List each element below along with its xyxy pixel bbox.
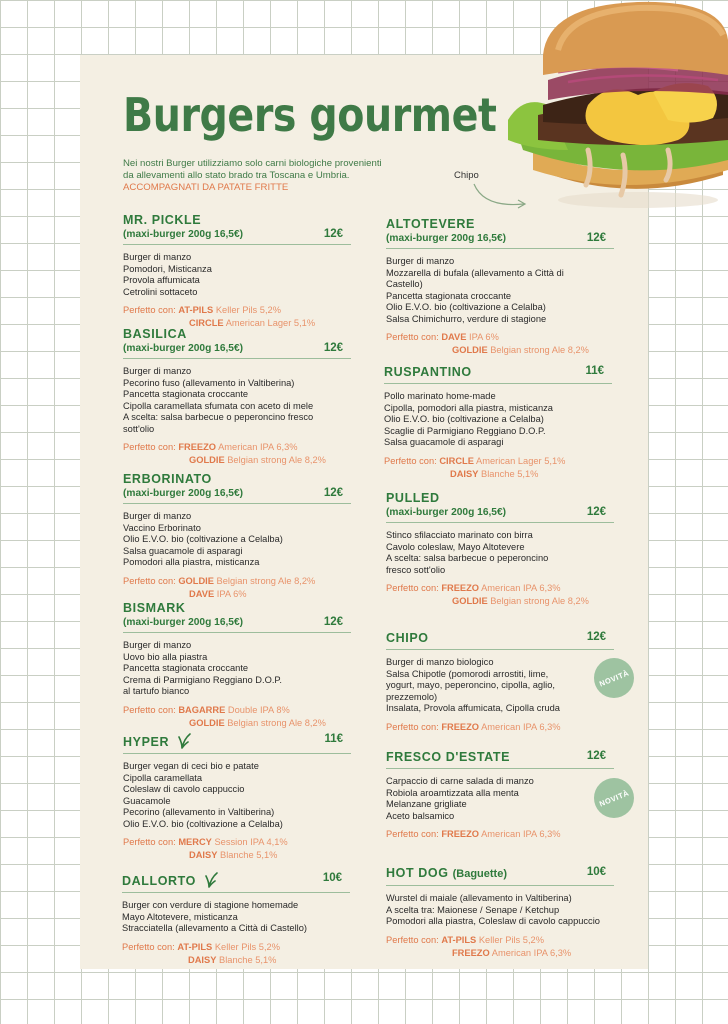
pairing-label: Perfetto con: (123, 575, 176, 586)
vegan-leaf-icon (204, 872, 218, 888)
ingredient: Stinco sfilacciato marinato con birra (386, 530, 533, 540)
ingredient: Burger di manzo (123, 366, 192, 376)
item-price: 12€ (323, 487, 343, 499)
ingredient: sott'olio (123, 423, 155, 434)
item-price: 12€ (323, 616, 343, 628)
pairing-label: Perfetto con: (384, 455, 437, 466)
new-badge: NOVITÀ (588, 652, 640, 704)
beer-style: American IPA 6,3% (481, 583, 561, 593)
beer-name: CIRCLE (189, 318, 224, 328)
pairing-label: Perfetto con: (123, 442, 176, 452)
beer-style: Blanche 5,1% (481, 468, 539, 479)
item-size: (maxi-burger 200g 16,5€) (123, 488, 244, 499)
ingredient: Crema di Parmigiano Reggiano D.O.P. (123, 674, 282, 685)
ingredient: Cipolla, pomodori alla piastra, misticanza (384, 402, 553, 413)
intro-text (123, 158, 443, 194)
ingredient: Salsa Chipotle (pomorodi arrostiti, lime, (386, 668, 549, 679)
pairing-label: Perfetto con: (386, 829, 439, 839)
ingredient: Burger di manzo (123, 511, 192, 521)
item-name (123, 733, 351, 750)
item-description (386, 530, 614, 576)
beer-name: DAVE (189, 588, 215, 599)
item-description (386, 776, 614, 822)
item-header (386, 491, 614, 523)
item-description (384, 391, 612, 449)
ingredient: Pancetta stagionata croccante (123, 663, 249, 673)
beer-name: FREEZO (178, 442, 217, 452)
ingredient: Robiola aroamtizzata alla menta (386, 787, 519, 798)
item-price: 10€ (586, 866, 606, 878)
ingredient: Aceto balsamico (386, 810, 455, 821)
photo-caption: Chipo (454, 170, 479, 181)
item-price: 12€ (586, 750, 606, 762)
item-size: (maxi-burger 200g 16,5€) (123, 229, 244, 240)
beer-style: Belgian strong Ale 8,2% (227, 455, 326, 465)
beer-style: American IPA 6,3% (218, 442, 298, 452)
menu-item (386, 866, 614, 960)
beer-style: Belgian strong Ale 8,2% (216, 575, 316, 586)
item-name: BISMARK (123, 601, 186, 615)
intro-line: da allevamenti allo stato brado tra Toscana e Umbria. (123, 170, 350, 181)
item-size: (maxi-burger 200g 16,5€) (386, 507, 507, 518)
beer-pairing (386, 721, 614, 734)
item-name: ERBORINATO (123, 472, 212, 486)
beer-name: GOLDIE (452, 345, 488, 355)
ingredient: Pancetta stagionata croccante (386, 290, 512, 301)
beer-name: FREEZO (452, 947, 490, 958)
ingredient: Wurstel di maiale (allevamento in Valtiberina) (386, 893, 572, 903)
ingredient: Pecorino fuso (allevamento in Valtiberina) (123, 377, 295, 388)
beer-pairing (384, 455, 612, 481)
menu-item (386, 750, 614, 841)
item-name-text: DALLORTO (122, 874, 197, 888)
ingredient: Burger di manzo biologico (386, 657, 494, 667)
item-name (122, 872, 350, 889)
item-description (123, 761, 351, 830)
item-price: 12€ (586, 506, 606, 518)
beer-pairing (123, 441, 351, 467)
beer-name: GOLDIE (189, 455, 225, 465)
beer-pairing (386, 331, 614, 357)
menu-item (123, 327, 351, 467)
ingredient: al tartufo bianco (123, 686, 190, 696)
beer-name: AT-PILS (441, 934, 477, 945)
ingredient: Burger di manzo (123, 640, 192, 650)
beer-name: BAGARRE (178, 704, 226, 715)
item-header (123, 327, 351, 359)
ingredient: A scelta: salsa barbecue o peperoncino (386, 553, 549, 563)
ingredient: Burger di manzo (123, 252, 192, 262)
beer-style: American Lager 5,1% (225, 318, 316, 328)
intro-side-note: ACCOMPAGNATI DA PATATE FRITTE (123, 182, 289, 193)
item-price: 10€ (322, 872, 342, 884)
beer-name: CIRCLE (439, 455, 474, 466)
beer-name: DAISY (450, 468, 479, 479)
ingredient: Pollo marinato home-made (384, 391, 496, 401)
beer-style: Belgian strong Ale 8,2% (490, 345, 589, 355)
beer-style: Blanche 5,1% (219, 954, 277, 965)
item-header (386, 631, 614, 650)
menu-item (123, 733, 351, 862)
item-name: PULLED (386, 491, 440, 505)
beer-style: Belgian strong Ale 8,2% (227, 717, 326, 728)
ingredient: Burger con verdure di stagione homemade (122, 900, 299, 910)
ingredient: Burger vegan di ceci bio e patate (123, 761, 259, 771)
beer-name: FREEZO (441, 583, 480, 593)
page-title: Burgers gourmet (123, 88, 497, 142)
beer-pairing (123, 575, 351, 601)
ingredient: Olio E.V.O. bio (coltivazione a Celalba) (386, 302, 546, 312)
pairing-label: Perfetto con: (386, 721, 439, 732)
beer-style: American IPA 6,3% (491, 947, 572, 958)
item-description (123, 640, 351, 698)
ingredient: Salsa guacamole di asparagi (384, 437, 504, 447)
menu-item (122, 872, 350, 967)
beer-name: GOLDIE (178, 575, 214, 586)
item-name-text: HOT DOG (386, 866, 449, 880)
intro-line: Nei nostri Burger utilizziamo solo carni biologiche provenienti (123, 158, 382, 169)
item-header (123, 601, 351, 633)
beer-name: GOLDIE (452, 596, 488, 606)
menu-item (123, 601, 351, 730)
item-description (123, 252, 351, 298)
menu-item (123, 472, 351, 601)
item-name: CHIPO (386, 631, 429, 645)
beer-style: Keller Pils 5,2% (215, 305, 281, 315)
pairing-label: Perfetto con: (122, 941, 175, 952)
item-price: 12€ (323, 342, 343, 354)
item-name: RUSPANTINO (384, 365, 472, 379)
ingredient: A scelta: salsa barbecue o peperoncino fresco (123, 412, 314, 422)
beer-style: IPA 6% (469, 332, 499, 342)
item-header (122, 872, 350, 893)
ingredient: Pomodori alla piastra, misticanza (123, 557, 260, 567)
ingredient: Guacamole (123, 795, 171, 806)
item-price: 12€ (586, 631, 606, 643)
beer-name: AT-PILS (178, 305, 214, 315)
menu-item (123, 213, 351, 330)
menu-item (386, 491, 614, 608)
ingredient: Cavolo coleslaw, Mayo Altotevere (386, 541, 525, 552)
item-description (122, 900, 350, 935)
beer-name: FREEZO (441, 829, 480, 839)
vegan-leaf-icon (177, 733, 191, 749)
item-description (386, 657, 614, 715)
ingredient: Salsa guacamole di asparagi (123, 545, 243, 556)
ingredient: Insalata, Provola affumicata, Cipolla cruda (386, 703, 560, 713)
item-description (123, 511, 351, 569)
menu-item (384, 365, 612, 481)
item-name-text: HYPER (123, 735, 170, 749)
item-description (123, 366, 351, 435)
beer-pairing (123, 704, 351, 730)
beer-style: Double IPA 8% (227, 704, 290, 715)
ingredient: Pecorino (allevamento in Valtiberina) (123, 807, 275, 817)
beer-name: DAISY (188, 954, 217, 965)
item-size: (maxi-burger 200g 16,5€) (386, 233, 507, 244)
ingredient: Melanzane grigliate (386, 799, 467, 809)
item-name (386, 866, 614, 882)
beer-name: AT-PILS (177, 941, 213, 952)
ingredient: Vaccino Erborinato (123, 522, 201, 533)
ingredient: yogurt, mayo, peperoncino, cipolla, aglio, (386, 680, 555, 690)
beer-style: American IPA 6,3% (481, 829, 561, 839)
ingredient: Olio E.V.O. bio (coltivazione a Celalba) (123, 818, 283, 829)
item-name: MR. PICKLE (123, 213, 202, 227)
item-size: (maxi-burger 200g 16,5€) (123, 343, 244, 354)
beer-style: Keller Pils 5,2% (214, 941, 280, 952)
ingredient: Mozzarella di bufala (allevamento a Città di (386, 267, 564, 278)
ingredient: Olio E.V.O. bio (coltivazione a Celalba) (123, 534, 283, 544)
pairing-label: Perfetto con: (123, 305, 176, 315)
ingredient: Mayo Altotevere, misticanza (122, 911, 238, 922)
beer-pairing (386, 934, 614, 960)
pairing-label: Perfetto con: (123, 704, 176, 715)
ingredient: Castello) (386, 279, 423, 289)
pairing-label: Perfetto con: (386, 332, 439, 342)
ingredient: Cipolla caramellata sfumata con aceto di mele (123, 400, 314, 411)
ingredient: fresco sott'olio (386, 564, 446, 575)
item-header (386, 750, 614, 769)
item-header (386, 217, 614, 249)
ingredient: Stracciatella (allevamento a Città di Castello) (122, 923, 307, 933)
ingredient: Burger di manzo (386, 256, 455, 266)
ingredient: Pomodori, Misticanza (123, 263, 212, 274)
ingredient: Uovo bio alla piastra (123, 651, 208, 662)
item-name: ALTOTEVERE (386, 217, 475, 231)
beer-name: DAISY (189, 850, 218, 860)
ingredient: Provola affumicata (123, 275, 200, 285)
ingredient: Scaglie di Parmigiano Reggiano D.O.P. (384, 425, 546, 436)
ingredient: Carpaccio di carne salada di manzo (386, 776, 534, 786)
ingredient: Cipolla caramellata (123, 772, 203, 783)
item-name: FRESCO D'ESTATE (386, 750, 511, 764)
beer-style: American Lager 5,1% (476, 455, 566, 466)
beer-name: FREEZO (441, 721, 480, 732)
ingredient: A scelta tra: Maionese / Senape / Ketchup (386, 904, 560, 915)
ingredient: Olio E.V.O. bio (coltivazione a Celalba) (384, 414, 544, 424)
beer-pairing (123, 836, 351, 862)
item-price: 12€ (323, 228, 343, 240)
pairing-label: Perfetto con: (123, 837, 176, 847)
beer-style: IPA 6% (216, 588, 247, 599)
beer-pairing (386, 582, 614, 608)
item-header (386, 866, 614, 886)
item-description (386, 256, 614, 325)
item-header (384, 365, 612, 384)
item-header (123, 733, 351, 754)
item-name: BASILICA (123, 327, 187, 341)
beer-style: Belgian strong Ale 8,2% (490, 596, 589, 606)
item-price: 11€ (324, 733, 343, 745)
beer-pairing (122, 941, 350, 967)
ingredient: Pancetta stagionata croccante (123, 389, 249, 399)
item-price: 12€ (586, 232, 606, 244)
menu-item (386, 217, 614, 357)
item-size: (maxi-burger 200g 16,5€) (123, 617, 244, 628)
beer-style: Keller Pils 5,2% (478, 934, 544, 945)
item-description (386, 893, 614, 928)
pairing-label: Perfetto con: (386, 583, 439, 593)
beer-name: MERCY (178, 837, 212, 847)
ingredient: Pomodori alla piastra, Coleslaw di cavolo cappuccio (386, 916, 600, 926)
new-badge: NOVITÀ (588, 772, 640, 824)
menu-item (386, 631, 614, 734)
ingredient: Coleslaw di cavolo cappuccio (123, 784, 245, 794)
item-header (123, 213, 351, 245)
beer-pairing (386, 828, 614, 841)
beer-style: Session IPA 4,1% (214, 837, 288, 847)
curved-arrow-icon (470, 178, 530, 212)
pairing-label: Perfetto con: (386, 934, 439, 945)
beer-name: DAVE (441, 332, 467, 342)
item-name-suffix: (Baguette) (452, 868, 507, 880)
beer-style: Blanche 5,1% (220, 850, 278, 860)
beer-style: American IPA 6,3% (481, 721, 561, 732)
ingredient: Salsa Chimichurro, verdure di stagione (386, 313, 547, 324)
ingredient: Cetrolini sottaceto (123, 286, 198, 297)
beer-name: GOLDIE (189, 717, 225, 728)
ingredient: prezzemolo) (386, 691, 438, 702)
item-header (123, 472, 351, 504)
item-price: 11€ (585, 365, 604, 377)
